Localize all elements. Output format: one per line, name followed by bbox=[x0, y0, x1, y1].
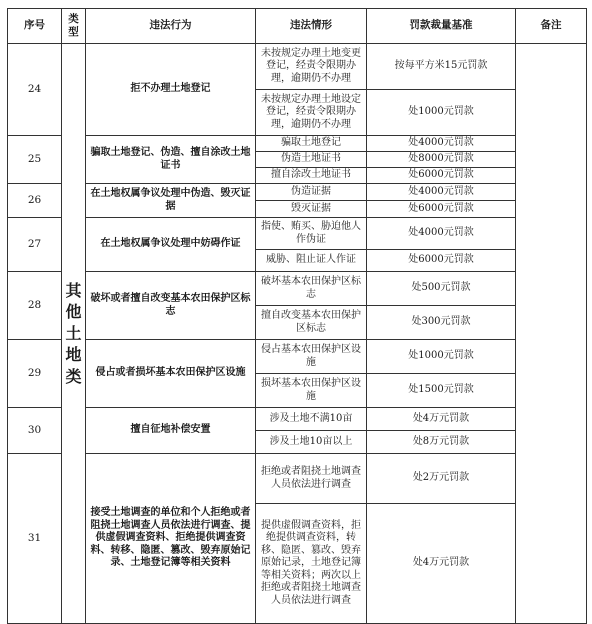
header-type bbox=[62, 9, 86, 44]
situation-cell: 伪造土地证书 bbox=[256, 152, 367, 168]
penalty-cell: 处6000元罚款 bbox=[367, 168, 516, 184]
situation-cell: 侵占基本农田保护区设施 bbox=[256, 340, 367, 374]
situation-cell: 破坏基本农田保护区标志 bbox=[256, 272, 367, 306]
penalty-cell: 处1000元罚款 bbox=[367, 340, 516, 374]
situation-cell: 未按规定办理土地设定登记，经责令限期办理，逾期仍不办理 bbox=[256, 90, 367, 136]
penalty-cell: 处6000元罚款 bbox=[367, 250, 516, 272]
table-row bbox=[8, 44, 587, 90]
category-char: 他 bbox=[65, 302, 82, 322]
penalty-cell: 处4万元罚款 bbox=[367, 408, 516, 431]
penalty-cell: 处4000元罚款 bbox=[367, 218, 516, 250]
header-behavior: 违法行为 bbox=[86, 9, 256, 44]
penalty-cell: 处2万元罚款 bbox=[367, 454, 516, 504]
behavior-cell: 拒不办理土地登记 bbox=[86, 44, 256, 136]
seq-cell: 31 bbox=[8, 454, 62, 624]
penalty-standards-table bbox=[7, 8, 587, 624]
seq-cell: 29 bbox=[8, 340, 62, 408]
seq-cell: 27 bbox=[8, 218, 62, 272]
behavior-cell: 在土地权属争议处理中伪造、毁灭证据 bbox=[86, 184, 256, 218]
situation-cell: 未按规定办理土地变更登记，经责令限期办理，逾期仍不办理 bbox=[256, 44, 367, 90]
header-seq: 序号 bbox=[8, 9, 62, 44]
table-row bbox=[8, 272, 587, 306]
penalty-cell: 处8万元罚款 bbox=[367, 431, 516, 454]
header-type-line2: 型 bbox=[68, 26, 79, 38]
situation-cell: 擅自改变基本农田保护区标志 bbox=[256, 306, 367, 340]
penalty-cell: 按每平方米15元罚款 bbox=[367, 44, 516, 90]
situation-cell: 威胁、阻止证人作证 bbox=[256, 250, 367, 272]
category-cell bbox=[62, 44, 86, 624]
header-situation: 违法情形 bbox=[256, 9, 367, 44]
seq-cell: 26 bbox=[8, 184, 62, 218]
behavior-cell: 接受土地调查的单位和个人拒绝或者阻挠土地调查人员依法进行调查、提供虚假调查资料、拒绝提供调查资料、转移、隐匿、篡改、毁弃原始记录、土地登记簿等相关资料 bbox=[86, 454, 256, 624]
situation-cell: 提供虚假调查资料，拒绝提供调查资料，转移、隐匿、篡改、毁弃原始记录，土地登记簿等相关资料；两次以上拒绝或者阻挠土地调查人员依法进行调查 bbox=[256, 504, 367, 624]
table-row bbox=[8, 184, 587, 201]
situation-cell: 擅自涂改土地证书 bbox=[256, 168, 367, 184]
situation-cell: 毁灭证据 bbox=[256, 201, 367, 218]
situation-cell: 伪造证据 bbox=[256, 184, 367, 201]
category-char: 类 bbox=[65, 366, 82, 386]
header-penalty: 罚款裁量基准 bbox=[367, 9, 516, 44]
category-char: 其 bbox=[65, 280, 82, 300]
penalty-cell: 处8000元罚款 bbox=[367, 152, 516, 168]
situation-cell: 指使、贿买、胁迫他人作伪证 bbox=[256, 218, 367, 250]
situation-cell: 拒绝或者阻挠土地调查人员依法进行调查 bbox=[256, 454, 367, 504]
table-row bbox=[8, 408, 587, 431]
penalty-cell: 处1000元罚款 bbox=[367, 90, 516, 136]
situation-cell: 涉及土地10亩以上 bbox=[256, 431, 367, 454]
category-char: 地 bbox=[65, 345, 82, 365]
table-row bbox=[8, 340, 587, 374]
penalty-cell: 处1500元罚款 bbox=[367, 374, 516, 408]
penalty-cell: 处4000元罚款 bbox=[367, 136, 516, 152]
table-header-row bbox=[8, 9, 587, 44]
header-type-line1: 类 bbox=[68, 12, 79, 25]
penalty-cell: 处4万元罚款 bbox=[367, 504, 516, 624]
behavior-cell: 在土地权属争议处理中妨碍作证 bbox=[86, 218, 256, 272]
header-remark: 备注 bbox=[516, 9, 587, 44]
behavior-cell: 骗取土地登记、伪造、擅自涂改土地证书 bbox=[86, 136, 256, 184]
penalty-cell: 处4000元罚款 bbox=[367, 184, 516, 201]
situation-cell: 骗取土地登记 bbox=[256, 136, 367, 152]
category-char: 土 bbox=[65, 323, 82, 343]
situation-cell: 损坏基本农田保护区设施 bbox=[256, 374, 367, 408]
behavior-cell: 破坏或者擅自改变基本农田保护区标志 bbox=[86, 272, 256, 340]
behavior-cell: 侵占或者损坏基本农田保护区设施 bbox=[86, 340, 256, 408]
seq-cell: 24 bbox=[8, 44, 62, 136]
seq-cell: 30 bbox=[8, 408, 62, 454]
situation-cell: 涉及土地不满10亩 bbox=[256, 408, 367, 431]
penalty-cell: 处300元罚款 bbox=[367, 306, 516, 340]
remark-cell bbox=[516, 44, 587, 624]
table-row bbox=[8, 454, 587, 504]
behavior-cell: 擅自征地补偿安置 bbox=[86, 408, 256, 454]
penalty-cell: 处6000元罚款 bbox=[367, 201, 516, 218]
table-row bbox=[8, 136, 587, 152]
penalty-cell: 处500元罚款 bbox=[367, 272, 516, 306]
seq-cell: 25 bbox=[8, 136, 62, 184]
table-row bbox=[8, 218, 587, 250]
seq-cell: 28 bbox=[8, 272, 62, 340]
